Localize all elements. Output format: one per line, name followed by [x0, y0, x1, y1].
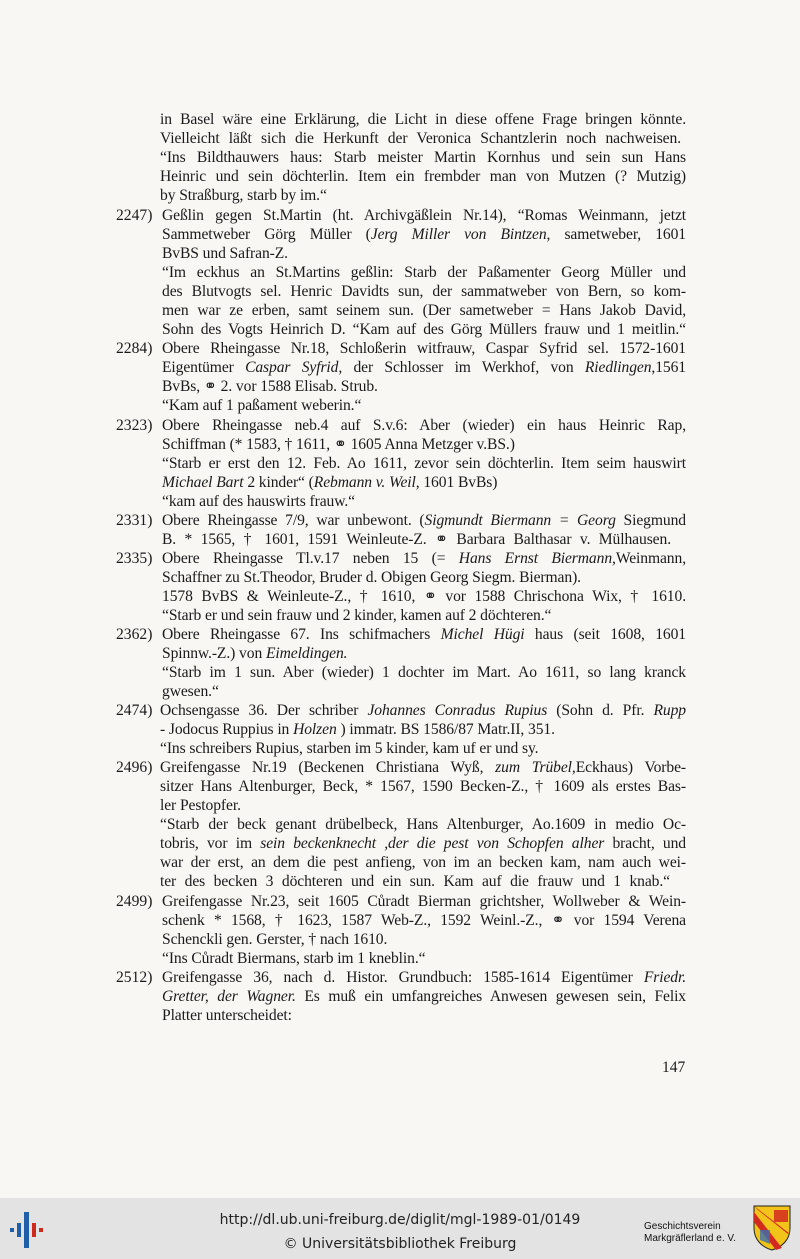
text-line: “Ins Bildthauwers haus: Starb meister Martin Kornhus und sein sun Hans: [160, 149, 686, 166]
text-line: Michael Bart 2 kinder“ (Rebmann v. Weil, 1601 BvBs): [162, 474, 498, 491]
text-line: 1578 BvBS & Weinleute-Z., † 1610, ⚭ vor 1588 Chrischona Wix, † 1610.: [162, 588, 686, 605]
text-line: “Kam auf 1 paßament weberin.“: [162, 397, 362, 414]
text-line: Sammetweber Görg Müller (Jerg Miller von Bintzen, sametweber, 1601: [162, 226, 686, 243]
text-line: Schiffman (* 1583, † 1611, ⚭ 1605 Anna Metzger v.BS.): [162, 436, 515, 453]
text-line: by Straßburg, starb by im.“: [160, 187, 327, 204]
entry-number: 2499): [116, 893, 153, 910]
entry-number: 2474): [116, 702, 153, 719]
text-line: Schaffner zu St.Theodor, Bruder d. Obigen Georg Siegm. Bierman).: [162, 569, 581, 586]
text-line: Obere Rheingasse 7/9, war unbewont. (Sigmundt Biermann = Georg Siegmund: [162, 512, 686, 529]
text-line: Schenckli gen. Gerster, † nach 1610.: [162, 931, 388, 948]
entry-number: 2284): [116, 340, 153, 357]
text-line: Spinnw.-Z.) von Eimeldingen.: [162, 645, 348, 662]
text-line: des Blutvogts sel. Henric Davidts sun, der sammatweber von Bern, so kom-: [162, 283, 686, 300]
text-line: Greifengasse Nr.19 (Beckenen Christiana Wyß, zum Trübel,Eckhaus) Vorbe-: [160, 759, 686, 776]
text-line: sitzer Hans Altenburger, Beck, * 1567, 1590 Becken-Z., † 1609 als erstes Bas-: [160, 778, 686, 795]
text-line: in Basel wäre eine Erklärung, die Licht in diese offene Frage bringen könnte.: [160, 111, 686, 128]
text-line: BvBS und Safran-Z.: [162, 245, 288, 262]
text-line: “Im eckhus an St.Martins geßlin: Starb der Paßamenter Georg Müller und: [162, 264, 686, 281]
entry-number: 2335): [116, 550, 153, 567]
document-url-link[interactable]: http://dl.ub.uni-freiburg.de/diglit/mgl-1989-01/0149: [219, 1212, 581, 1228]
text-line: Obere Rheingasse Nr.18, Schloßerin witfrauw, Caspar Syfrid sel. 1572-1601: [162, 340, 686, 357]
text-line: “Starb im 1 sun. Aber (wieder) 1 dochter im Mart. Ao 1611, so lang kranck: [162, 664, 686, 681]
text-line: Greifengasse 36, nach d. Histor. Grundbuch: 1585-1614 Eigentümer Friedr.: [162, 969, 686, 986]
text-line: Eigentümer Caspar Syfrid, der Schlosser im Werkhof, von Riedlingen,1561: [162, 359, 687, 376]
text-line: war der erst, an dem die pest anfieng, von im an becken kam, nam auch wei-: [160, 854, 686, 871]
text-line: Platter unterscheidet:: [162, 1007, 292, 1024]
entry-number: 2512): [116, 969, 153, 986]
text-line: Sohn des Vogts Heinrich D. “Kam auf des Görg Müllers frauw und 1 meitlin.“: [162, 321, 686, 338]
text-line: men war ze erben, samt seinem sun. (Der sametweber = Hans Jakob David,: [162, 302, 686, 319]
text-line: Vielleicht läßt sich die Herkunft der Veronica Schantzlerin noch nachweisen.: [160, 130, 681, 147]
text-line: Obere Rheingasse neb.4 auf S.v.6: Aber (wieder) ein haus Heinric Rap,: [162, 417, 686, 434]
text-line: “kam auf des hauswirts frauw.“: [162, 493, 356, 510]
text-line: gwesen.“: [162, 683, 219, 700]
text-line: “Starb er und sein frauw und 2 kinder, kamen auf 2 döchteren.“: [162, 607, 552, 624]
text-line: Gretter, der Wagner. Es muß ein umfangreiches Anwesen gewesen sein, Felix: [162, 988, 686, 1005]
text-line: ler Pestopfer.: [160, 797, 241, 814]
text-line: Obere Rheingasse 67. Ins schifmachers Michel Hügi haus (seit 1608, 1601: [162, 626, 687, 643]
page-number: 147: [662, 1059, 686, 1076]
text-line: B. * 1565, † 1601, 1591 Weinleute-Z. ⚭ Barbara Balthasar v. Mülhausen.: [162, 531, 671, 548]
entry-number: 2496): [116, 759, 153, 776]
text-line: BvBs, ⚭ 2. vor 1588 Elisab. Strub.: [162, 378, 378, 395]
society-crest-icon[interactable]: [752, 1204, 792, 1252]
text-line: ter des becken 3 döchteren und ein sun. Kam auf die frauw und 1 knab.“: [160, 873, 670, 890]
text-line: schenk * 1568, † 1623, 1587 Web-Z., 1592 Weinl.-Z., ⚭ vor 1594 Verena: [162, 912, 686, 929]
viewer-footer: [0, 1198, 800, 1259]
text-line: “Starb der beck genant drübelbeck, Hans Altenburger, Ao.1609 in medio Oc-: [160, 816, 686, 833]
text-line: - Jodocus Ruppius in Holzen ) immatr. BS 1586/87 Matr.II, 351.: [160, 721, 555, 738]
copyright-text: © Universitätsbibliothek Freiburg: [283, 1236, 517, 1252]
entry-number: 2362): [116, 626, 153, 643]
text-line: Heinric und sein döchterlin. Item ein frembder man von Mutzen (? Mutzig): [160, 168, 686, 185]
entry-number: 2247): [116, 207, 153, 224]
text-line: “Ins Cůradt Biermans, starb im 1 kneblin.“: [162, 950, 426, 967]
text-line: Greifengasse Nr.23, seit 1605 Cůradt Bierman grichtsher, Wollweber & Wein-: [162, 893, 686, 910]
digital-library-logo-icon[interactable]: [8, 1210, 48, 1250]
text-line: tobris, vor im sein beckenknecht ,der die pest von Schopfen alher bracht, und: [160, 835, 686, 852]
society-name-line2: Markgräflerland e. V.: [644, 1233, 736, 1244]
text-line: Geßlin gegen St.Martin (ht. Archivgäßlein Nr.14), “Romas Weinmann, jetzt: [162, 207, 686, 224]
text-line: “Ins schreibers Rupius, starben im 5 kinder, kam uf er und sy.: [160, 740, 539, 757]
entry-number: 2331): [116, 512, 153, 529]
text-line: Ochsengasse 36. Der schriber Johannes Conradus Rupius (Sohn d. Pfr. Rupp: [160, 702, 686, 719]
society-name-line1: Geschichtsverein: [644, 1221, 721, 1232]
society-name: [644, 1221, 736, 1245]
entry-number: 2323): [116, 417, 153, 434]
text-line: Obere Rheingasse Tl.v.17 neben 15 (= Hans Ernst Biermann,Weinmann,: [162, 550, 686, 567]
text-line: “Starb er erst den 12. Feb. Ao 1611, zevor sein döchterlin. Item seim hauswirt: [162, 455, 686, 472]
